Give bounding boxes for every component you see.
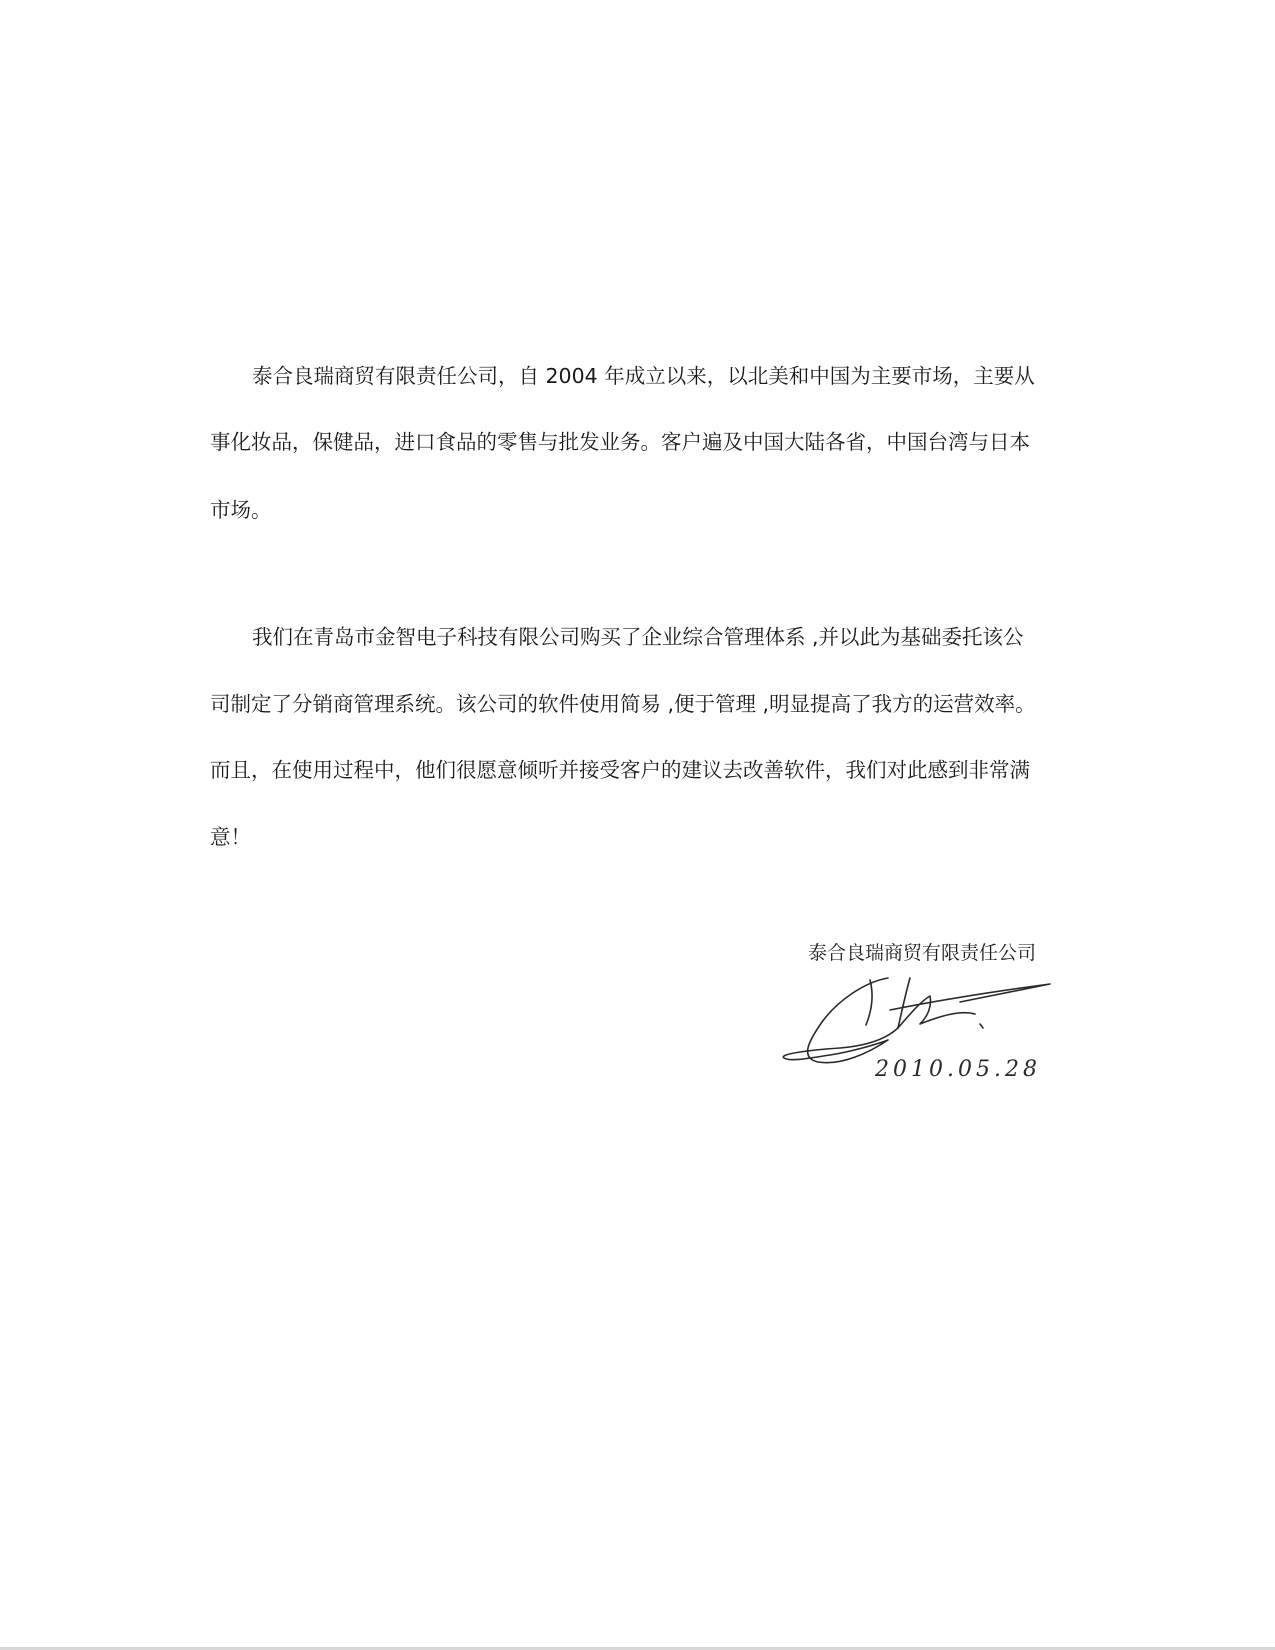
paragraph-1-line-2: 事化妆品，保健品，进口食品的零售与批发业务。客户遍及中国大陆各省，中国台湾与日本: [210, 430, 1030, 454]
signature-company-name: 泰合良瑞商贸有限责任公司: [808, 942, 1037, 964]
paragraph-2-line-2: 司制定了分销商管理系统。该公司的软件使用简易 ,便于管理 ,明显提高了我方的运营效率。: [210, 692, 1036, 716]
paragraph-2-line-4: 意！: [210, 825, 251, 849]
paragraph-1-line-1: 泰合良瑞商贸有限责任公司，自 2004 年成立以来，以北美和中国为主要市场，主要从: [252, 364, 1035, 388]
paragraph-2-line-3: 而且，在使用过程中，他们很愿意倾听并接受客户的建议去改善软件，我们对此感到非常满: [210, 758, 1030, 782]
handwritten-date: [875, 1050, 1055, 1090]
paragraph-2-line-1: 我们在青岛市金智电子科技有限公司购买了企业综合管理体系 ,并以此为基础委托该公: [252, 625, 1024, 649]
paragraph-1-line-3: 市场。: [210, 498, 272, 522]
handwritten-date-text: 2010.05.28: [875, 1057, 1041, 1082]
